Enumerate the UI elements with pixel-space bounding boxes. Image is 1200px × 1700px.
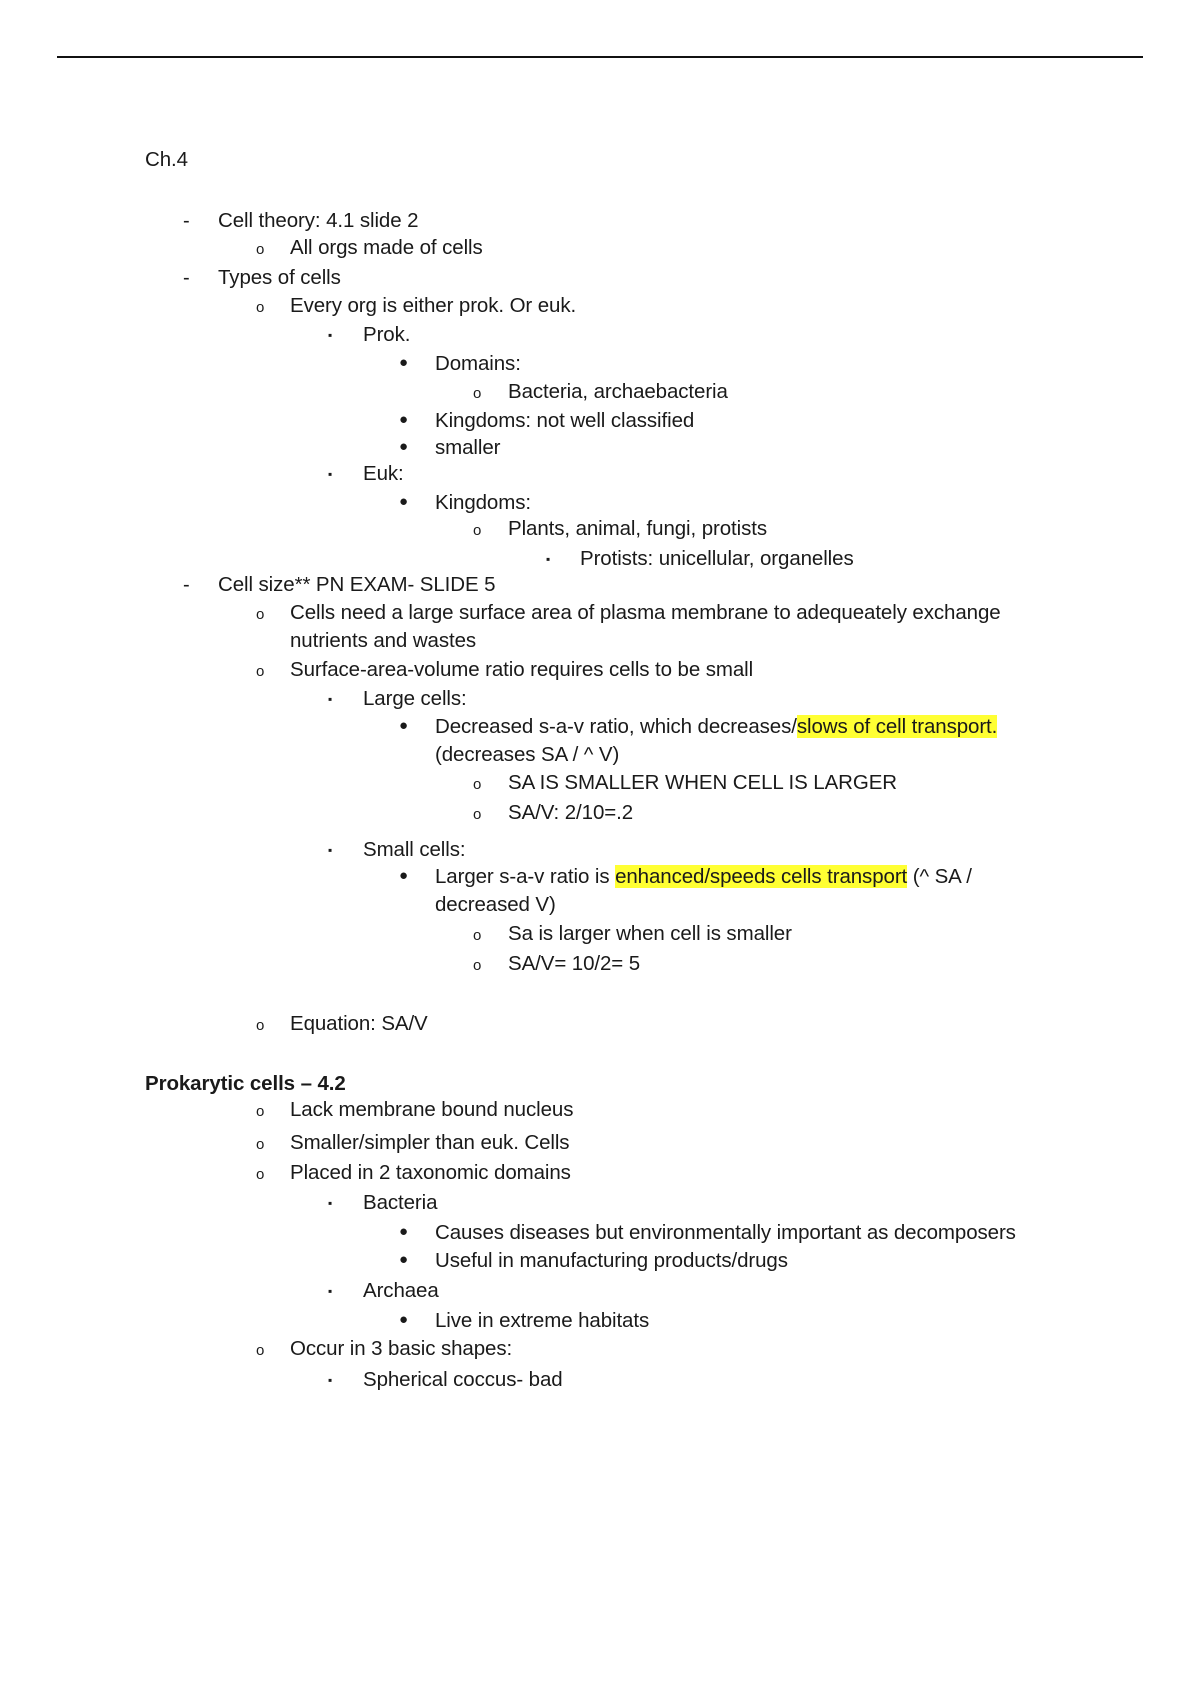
list-item: Domains: xyxy=(435,352,521,375)
list-item: Kingdoms: xyxy=(435,491,531,514)
circle-bullet: o xyxy=(256,1103,265,1120)
list-item: Sa is larger when cell is smaller xyxy=(508,922,792,945)
list-item: Archaea xyxy=(363,1279,439,1302)
dash-bullet: - xyxy=(183,574,190,596)
list-item: Placed in 2 taxonomic domains xyxy=(290,1161,571,1184)
dot-bullet: ● xyxy=(399,438,409,455)
dot-bullet: ● xyxy=(399,1311,409,1328)
circle-bullet: o xyxy=(256,299,265,316)
list-item: Types of cells xyxy=(218,266,341,289)
list-item: Causes diseases but environmentally important as decomposers xyxy=(435,1221,1016,1244)
square-bullet: ▪ xyxy=(328,692,333,706)
list-item: Smaller/simpler than euk. Cells xyxy=(290,1131,570,1154)
dash-bullet: - xyxy=(183,267,190,289)
list-item: Small cells: xyxy=(363,838,466,861)
circle-bullet: o xyxy=(473,806,482,823)
circle-bullet: o xyxy=(473,522,482,539)
circle-bullet: o xyxy=(256,1166,265,1183)
dot-bullet: ● xyxy=(399,1223,409,1240)
list-item: Prok. xyxy=(363,323,411,346)
list-item: Occur in 3 basic shapes: xyxy=(290,1337,513,1360)
list-item: Bacteria xyxy=(363,1191,438,1214)
text-segment: (^ SA / xyxy=(907,865,972,888)
list-item: SA/V: 2/10=.2 xyxy=(508,801,634,824)
list-item: Surface-area-volume ratio requires cells to be small xyxy=(290,658,754,681)
list-item: Every org is either prok. Or euk. xyxy=(290,294,577,317)
list-item: Cell theory: 4.1 slide 2 xyxy=(218,209,419,232)
section-heading: Prokarytic cells – 4.2 xyxy=(145,1072,346,1095)
circle-bullet: o xyxy=(256,1136,265,1153)
list-item: smaller xyxy=(435,436,501,459)
highlighted-text: enhanced/speeds cells transport xyxy=(615,865,908,888)
square-bullet: ▪ xyxy=(328,467,333,481)
list-item: Euk: xyxy=(363,462,404,485)
circle-bullet: o xyxy=(473,385,482,402)
highlighted-text: slows of cell transport. xyxy=(796,715,998,738)
list-item: Cells need a large surface area of plasma membrane to adequeately exchange xyxy=(290,601,1001,624)
square-bullet: ▪ xyxy=(328,1284,333,1298)
circle-bullet: o xyxy=(256,1017,265,1034)
square-bullet: ▪ xyxy=(328,1373,333,1387)
list-item-continuation: (decreases SA / ^ V) xyxy=(435,743,620,766)
square-bullet: ▪ xyxy=(328,1196,333,1210)
list-item: Kingdoms: not well classified xyxy=(435,409,695,432)
circle-bullet: o xyxy=(473,957,482,974)
text-segment: Decreased s-a-v ratio, which decreases/ xyxy=(435,715,797,738)
list-item: Plants, animal, fungi, protists xyxy=(508,517,767,540)
dot-bullet: ● xyxy=(399,717,409,734)
circle-bullet: o xyxy=(473,927,482,944)
list-item: Live in extreme habitats xyxy=(435,1309,650,1332)
circle-bullet: o xyxy=(473,776,482,793)
list-item: Spherical coccus- bad xyxy=(363,1368,563,1391)
list-item: All orgs made of cells xyxy=(290,236,483,259)
list-item-continuation: nutrients and wastes xyxy=(290,629,477,652)
list-item: Lack membrane bound nucleus xyxy=(290,1098,574,1121)
list-item: Large cells: xyxy=(363,687,467,710)
list-item: Equation: SA/V xyxy=(290,1012,428,1035)
square-bullet: ▪ xyxy=(328,843,333,857)
dot-bullet: ● xyxy=(399,411,409,428)
dot-bullet: ● xyxy=(399,867,409,884)
dot-bullet: ● xyxy=(399,493,409,510)
dot-bullet: ● xyxy=(399,1251,409,1268)
list-item: SA IS SMALLER WHEN CELL IS LARGER xyxy=(508,771,897,794)
list-item: Bacteria, archaebacteria xyxy=(508,380,728,403)
list-item: Useful in manufacturing products/drugs xyxy=(435,1249,788,1272)
text-segment: Larger s-a-v ratio is xyxy=(435,865,616,888)
list-item: Protists: unicellular, organelles xyxy=(580,547,854,570)
square-bullet: ▪ xyxy=(328,328,333,342)
dash-bullet: - xyxy=(183,210,190,232)
square-bullet: ▪ xyxy=(546,552,551,566)
circle-bullet: o xyxy=(256,241,265,258)
list-item: Cell size** PN EXAM- SLIDE 5 xyxy=(218,573,496,596)
list-item xyxy=(435,715,997,739)
list-item: SA/V= 10/2= 5 xyxy=(508,952,641,975)
circle-bullet: o xyxy=(256,606,265,623)
list-item xyxy=(435,865,972,889)
list-item-continuation: decreased V) xyxy=(435,893,556,916)
chapter-heading: Ch.4 xyxy=(145,148,188,171)
circle-bullet: o xyxy=(256,1342,265,1359)
dot-bullet: ● xyxy=(399,354,409,371)
circle-bullet: o xyxy=(256,663,265,680)
